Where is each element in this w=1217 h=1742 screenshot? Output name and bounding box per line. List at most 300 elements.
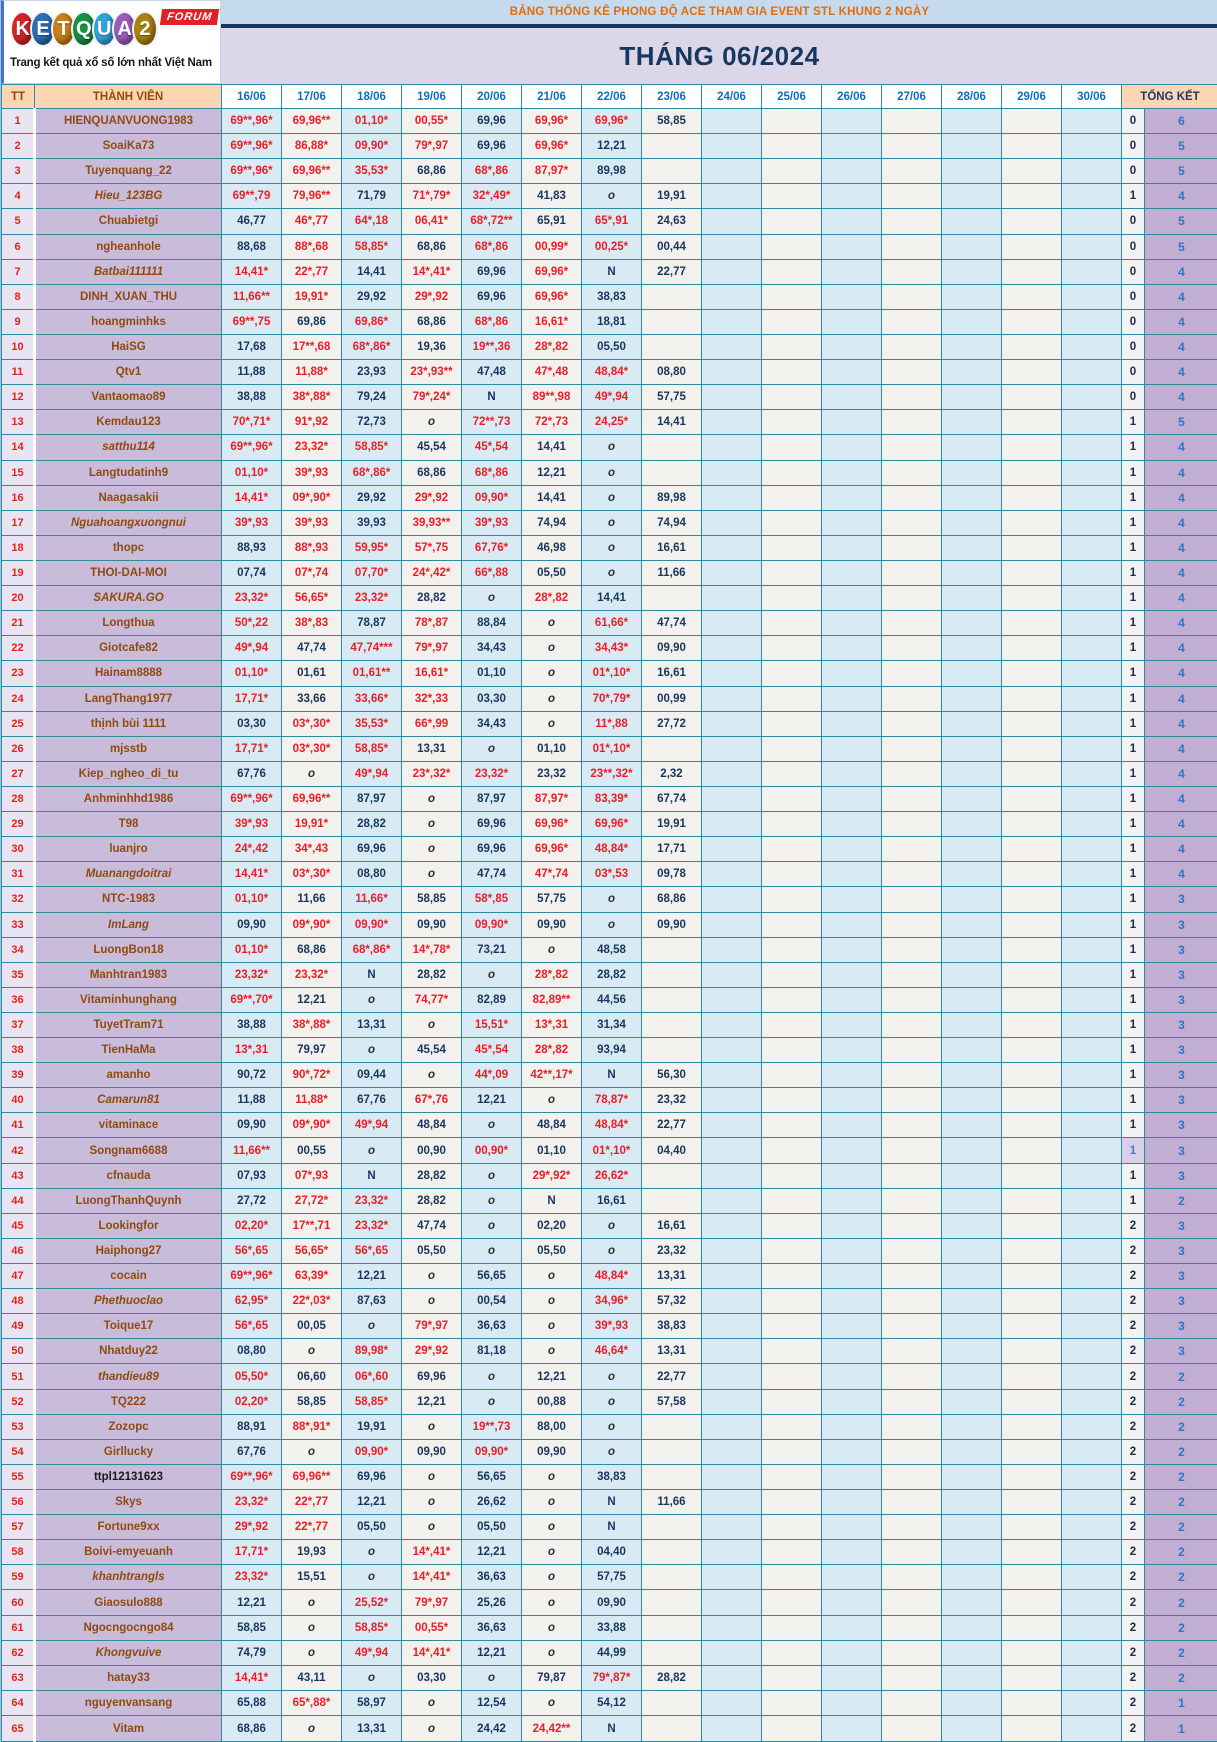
value-cell: 64*,18 — [342, 209, 402, 234]
value-cell — [882, 1113, 942, 1138]
tt-cell: 43 — [2, 1163, 35, 1188]
table-row — [2, 912, 1217, 937]
value-cell: 34,43 — [462, 711, 522, 736]
summary-count-cell: 2 — [1122, 1515, 1145, 1540]
value-cell: 15,51* — [462, 1012, 522, 1037]
value-cell: 58,85* — [342, 1389, 402, 1414]
value-cell: o — [582, 184, 642, 209]
value-cell — [642, 1540, 702, 1565]
tt-cell: 65 — [2, 1716, 35, 1742]
value-cell — [1002, 1213, 1062, 1238]
value-cell — [702, 1439, 762, 1464]
value-cell — [1002, 1439, 1062, 1464]
value-cell — [1062, 837, 1122, 862]
value-cell: 17,71* — [222, 736, 282, 761]
value-cell — [822, 1615, 882, 1640]
logo-letter: A — [112, 11, 137, 47]
value-cell: 69,96* — [522, 284, 582, 309]
value-cell — [882, 1565, 942, 1590]
value-cell: 17**,68 — [282, 334, 342, 359]
value-cell: 65*,88* — [282, 1690, 342, 1715]
value-cell — [1002, 1590, 1062, 1615]
value-cell: 00,25* — [582, 234, 642, 259]
summary-total-cell: 3 — [1145, 912, 1217, 937]
value-cell: 49*,94 — [342, 761, 402, 786]
value-cell — [762, 1063, 822, 1088]
value-cell: 00,55 — [282, 1138, 342, 1163]
value-cell — [1062, 209, 1122, 234]
value-cell: 90*,72* — [282, 1063, 342, 1088]
value-cell — [1002, 184, 1062, 209]
table-row — [2, 761, 1217, 786]
value-cell: 89,98 — [582, 159, 642, 184]
value-cell: 50*,22 — [222, 611, 282, 636]
value-cell: 12,21 — [462, 1640, 522, 1665]
value-cell — [882, 1464, 942, 1489]
value-cell: 11,66 — [282, 887, 342, 912]
value-cell — [702, 510, 762, 535]
value-cell: 09*,90* — [282, 1113, 342, 1138]
value-cell — [942, 184, 1002, 209]
value-cell: 39*,93 — [462, 510, 522, 535]
value-cell: 01,10 — [522, 736, 582, 761]
value-cell — [942, 385, 1002, 410]
value-cell — [1002, 761, 1062, 786]
tt-cell: 30 — [2, 837, 35, 862]
value-cell — [762, 259, 822, 284]
value-cell: 39*,93 — [222, 812, 282, 837]
value-cell — [1062, 1690, 1122, 1715]
table-row — [2, 1490, 1217, 1515]
summary-count-cell: 1 — [1122, 786, 1145, 811]
value-cell: 49*,94 — [222, 636, 282, 661]
value-cell: 79*,97 — [402, 134, 462, 159]
value-cell: 13,31 — [342, 1716, 402, 1742]
value-cell — [882, 1716, 942, 1742]
value-cell: 34,43 — [462, 636, 522, 661]
value-cell: 24*,42 — [222, 837, 282, 862]
member-name-cell: Boivi-emyeuanh — [35, 1540, 222, 1565]
value-cell: 79*,87* — [582, 1665, 642, 1690]
table-row — [2, 385, 1217, 410]
summary-count-cell: 1 — [1122, 410, 1145, 435]
summary-count-cell: 1 — [1122, 1012, 1145, 1037]
table-row — [2, 485, 1217, 510]
value-cell: 67*,76 — [402, 1088, 462, 1113]
value-cell: o — [342, 1314, 402, 1339]
value-cell — [642, 736, 702, 761]
value-cell — [822, 937, 882, 962]
value-cell: 47,48 — [462, 360, 522, 385]
member-name-cell: Tuyenquang_22 — [35, 159, 222, 184]
value-cell — [942, 636, 1002, 661]
value-cell: 41,83 — [522, 184, 582, 209]
value-cell — [1062, 887, 1122, 912]
value-cell — [1002, 309, 1062, 334]
value-cell: 11,66 — [642, 1490, 702, 1515]
value-cell — [1002, 1565, 1062, 1590]
value-cell — [1002, 837, 1062, 862]
summary-count-cell: 1 — [1122, 837, 1145, 862]
value-cell — [1002, 1640, 1062, 1665]
summary-total-cell: 4 — [1145, 510, 1217, 535]
value-cell — [762, 109, 822, 134]
value-cell: 01,61** — [342, 661, 402, 686]
value-cell — [702, 1565, 762, 1590]
value-cell — [702, 862, 762, 887]
tt-cell: 59 — [2, 1565, 35, 1590]
value-cell: 16,61* — [522, 309, 582, 334]
value-cell: 39,93 — [342, 510, 402, 535]
tt-cell: 11 — [2, 360, 35, 385]
table-row — [2, 887, 1217, 912]
member-name-cell: THOI-DAI-MOI — [35, 560, 222, 585]
value-cell — [702, 184, 762, 209]
value-cell: 29*,92 — [402, 485, 462, 510]
value-cell — [942, 586, 1002, 611]
value-cell: o — [582, 535, 642, 560]
value-cell: 01,10* — [222, 460, 282, 485]
value-cell: 28,82 — [642, 1665, 702, 1690]
value-cell: 23,32* — [282, 435, 342, 460]
value-cell — [822, 560, 882, 585]
summary-total-cell: 5 — [1145, 134, 1217, 159]
event-banner-text: BẢNG THỐNG KÊ PHONG ĐỘ ACE THAM GIA EVENT STL KHUNG 2 NGÀY — [509, 6, 930, 18]
date-header-cell: 19/06 — [402, 85, 462, 109]
value-cell — [702, 1088, 762, 1113]
value-cell: 16,61* — [402, 661, 462, 686]
value-cell: o — [402, 1716, 462, 1742]
value-cell — [702, 334, 762, 359]
member-name-cell: Vantaomao89 — [35, 385, 222, 410]
value-cell — [822, 1314, 882, 1339]
value-cell — [882, 535, 942, 560]
value-cell: N — [582, 1716, 642, 1742]
table-row — [2, 360, 1217, 385]
value-cell — [822, 259, 882, 284]
value-cell: o — [402, 410, 462, 435]
value-cell — [882, 1389, 942, 1414]
value-cell: 01,10* — [222, 661, 282, 686]
value-cell: o — [582, 460, 642, 485]
summary-total-cell: 3 — [1145, 1088, 1217, 1113]
value-cell — [942, 1640, 1002, 1665]
value-cell: 09,90 — [582, 1590, 642, 1615]
member-name-cell: TQ222 — [35, 1389, 222, 1414]
value-cell — [1062, 1414, 1122, 1439]
value-cell — [1002, 360, 1062, 385]
value-cell: o — [402, 1012, 462, 1037]
value-cell: 22,77 — [642, 1113, 702, 1138]
value-cell: 23,32* — [342, 586, 402, 611]
value-cell: 19,91* — [282, 812, 342, 837]
value-cell — [762, 560, 822, 585]
summary-count-cell: 1 — [1122, 686, 1145, 711]
value-cell — [702, 611, 762, 636]
table-row — [2, 510, 1217, 535]
member-name-cell: Giaosulo888 — [35, 1590, 222, 1615]
value-cell — [762, 510, 822, 535]
value-cell: 69,96** — [282, 109, 342, 134]
value-cell — [762, 209, 822, 234]
tt-cell: 24 — [2, 686, 35, 711]
value-cell: 47,74 — [642, 611, 702, 636]
value-cell: o — [462, 1389, 522, 1414]
value-cell — [642, 1615, 702, 1640]
tt-cell: 9 — [2, 309, 35, 334]
value-cell: 26,62 — [462, 1490, 522, 1515]
summary-total-cell: 4 — [1145, 711, 1217, 736]
value-cell: 00,05 — [282, 1314, 342, 1339]
value-cell: 78*,87 — [402, 611, 462, 636]
value-cell — [702, 1364, 762, 1389]
value-cell — [762, 360, 822, 385]
value-cell: 68*,86* — [342, 334, 402, 359]
tt-cell: 53 — [2, 1414, 35, 1439]
value-cell: 67,76 — [222, 1439, 282, 1464]
summary-total-cell: 2 — [1145, 1565, 1217, 1590]
value-cell: 09,90 — [642, 912, 702, 937]
value-cell — [702, 535, 762, 560]
table-row — [2, 1063, 1217, 1088]
value-cell: o — [342, 1565, 402, 1590]
value-cell: 69**,96* — [222, 134, 282, 159]
value-cell — [762, 1163, 822, 1188]
value-cell — [762, 1389, 822, 1414]
summary-count-cell: 1 — [1122, 586, 1145, 611]
summary-total-cell: 4 — [1145, 535, 1217, 560]
value-cell: o — [402, 1515, 462, 1540]
summary-count-cell: 0 — [1122, 334, 1145, 359]
value-cell: 61,66* — [582, 611, 642, 636]
value-cell: 04,40 — [582, 1540, 642, 1565]
value-cell: 22*,77 — [282, 1490, 342, 1515]
value-cell — [882, 761, 942, 786]
value-cell — [1062, 1389, 1122, 1414]
value-cell: 58,85 — [642, 109, 702, 134]
value-cell — [642, 987, 702, 1012]
tt-cell: 33 — [2, 912, 35, 937]
value-cell — [882, 1289, 942, 1314]
summary-total-cell: 2 — [1145, 1439, 1217, 1464]
value-cell — [762, 812, 822, 837]
value-cell: 23,32* — [222, 586, 282, 611]
member-name-cell: satthu114 — [35, 435, 222, 460]
summary-count-cell: 2 — [1122, 1640, 1145, 1665]
value-cell: 16,61 — [642, 1213, 702, 1238]
summary-count-cell: 1 — [1122, 661, 1145, 686]
value-cell: 14,41* — [222, 1665, 282, 1690]
value-cell: 74,77* — [402, 987, 462, 1012]
value-cell — [882, 134, 942, 159]
value-cell: 00,55* — [402, 1615, 462, 1640]
value-cell — [882, 912, 942, 937]
summary-count-cell: 2 — [1122, 1665, 1145, 1690]
summary-count-cell: 2 — [1122, 1590, 1145, 1615]
date-header-cell: 28/06 — [942, 85, 1002, 109]
value-cell — [1002, 912, 1062, 937]
value-cell: o — [522, 1264, 582, 1289]
value-cell — [882, 1314, 942, 1339]
value-cell — [1002, 1665, 1062, 1690]
table-row — [2, 711, 1217, 736]
value-cell — [642, 1565, 702, 1590]
value-cell: 12,21 — [462, 1088, 522, 1113]
value-cell — [882, 1364, 942, 1389]
value-cell — [1002, 1540, 1062, 1565]
value-cell: 79*,97 — [402, 636, 462, 661]
summary-count-cell: 2 — [1122, 1716, 1145, 1742]
value-cell: 38*,88* — [282, 1012, 342, 1037]
tt-cell: 62 — [2, 1640, 35, 1665]
value-cell — [1002, 159, 1062, 184]
value-cell — [762, 535, 822, 560]
summary-total-cell: 5 — [1145, 410, 1217, 435]
value-cell — [822, 1063, 882, 1088]
value-cell — [942, 460, 1002, 485]
value-cell — [942, 560, 1002, 585]
summary-count-cell: 2 — [1122, 1540, 1145, 1565]
value-cell: 42**,17* — [522, 1063, 582, 1088]
value-cell: o — [522, 636, 582, 661]
value-cell — [822, 837, 882, 862]
value-cell — [942, 510, 1002, 535]
value-cell — [1062, 761, 1122, 786]
value-cell — [1062, 334, 1122, 359]
value-cell — [1062, 1640, 1122, 1665]
value-cell: o — [522, 1615, 582, 1640]
value-cell — [882, 1138, 942, 1163]
value-cell: 11,66 — [642, 560, 702, 585]
value-cell — [942, 1138, 1002, 1163]
value-cell: 14,41* — [222, 485, 282, 510]
value-cell: 27,72 — [222, 1188, 282, 1213]
value-cell: 19,91 — [342, 1414, 402, 1439]
value-cell: 45,54 — [402, 1038, 462, 1063]
value-cell: 34*,43 — [282, 837, 342, 862]
value-cell: 79*,97 — [402, 1314, 462, 1339]
member-name-cell: LuongThanhQuynh — [35, 1188, 222, 1213]
value-cell — [702, 586, 762, 611]
member-name-cell: hatay33 — [35, 1665, 222, 1690]
summary-count-cell: 1 — [1122, 184, 1145, 209]
value-cell — [882, 360, 942, 385]
summary-total-cell: 3 — [1145, 1138, 1217, 1163]
value-cell: 24,25* — [582, 410, 642, 435]
value-cell — [822, 1012, 882, 1037]
value-cell: o — [402, 862, 462, 887]
value-cell: 57,58 — [642, 1389, 702, 1414]
table-row — [2, 1238, 1217, 1263]
value-cell: 65,91 — [522, 209, 582, 234]
value-cell — [942, 334, 1002, 359]
value-cell — [1062, 1314, 1122, 1339]
value-cell: o — [522, 1289, 582, 1314]
value-cell: 82,89** — [522, 987, 582, 1012]
tt-cell: 60 — [2, 1590, 35, 1615]
table-row — [2, 1038, 1217, 1063]
value-cell: 28*,82 — [522, 334, 582, 359]
value-cell: 23,93 — [342, 360, 402, 385]
value-cell — [942, 686, 1002, 711]
value-cell: 14,41* — [222, 862, 282, 887]
value-cell: o — [462, 1188, 522, 1213]
value-cell: 24*,42* — [402, 560, 462, 585]
value-cell — [1002, 1063, 1062, 1088]
value-cell — [822, 334, 882, 359]
member-name-cell: Haiphong27 — [35, 1238, 222, 1263]
summary-count-cell: 1 — [1122, 435, 1145, 460]
value-cell — [942, 360, 1002, 385]
summary-count-cell: 2 — [1122, 1314, 1145, 1339]
summary-count-cell: 2 — [1122, 1264, 1145, 1289]
member-name-cell: SAKURA.GO — [35, 586, 222, 611]
summary-total-cell: 3 — [1145, 1213, 1217, 1238]
value-cell — [822, 410, 882, 435]
value-cell — [1062, 987, 1122, 1012]
table-row — [2, 1414, 1217, 1439]
value-cell: 11,88* — [282, 360, 342, 385]
value-cell — [942, 862, 1002, 887]
summary-total-cell: 2 — [1145, 1590, 1217, 1615]
value-cell — [702, 1716, 762, 1742]
value-cell: 02,20* — [222, 1389, 282, 1414]
table-row — [2, 1138, 1217, 1163]
value-cell — [822, 1088, 882, 1113]
value-cell — [882, 1515, 942, 1540]
value-cell — [762, 1038, 822, 1063]
summary-count-cell: 1 — [1122, 1088, 1145, 1113]
summary-count-cell: 0 — [1122, 259, 1145, 284]
value-cell — [1062, 1339, 1122, 1364]
value-cell — [942, 1716, 1002, 1742]
value-cell: 66*,88 — [462, 560, 522, 585]
value-cell: 72*,73 — [522, 410, 582, 435]
value-cell — [762, 1213, 822, 1238]
value-cell — [702, 259, 762, 284]
value-cell: 04,40 — [642, 1138, 702, 1163]
member-name-cell: Hieu_123BG — [35, 184, 222, 209]
table-row — [2, 309, 1217, 334]
tt-cell: 31 — [2, 862, 35, 887]
member-name-cell: thopc — [35, 535, 222, 560]
forum-badge: FORUM — [160, 9, 220, 25]
summary-total-cell: 2 — [1145, 1615, 1217, 1640]
member-name-cell: khanhtrangls — [35, 1565, 222, 1590]
member-name-cell: Kiep_ngheo_di_tu — [35, 761, 222, 786]
value-cell — [702, 1515, 762, 1540]
value-cell: 11*,88 — [582, 711, 642, 736]
value-cell: o — [522, 1640, 582, 1665]
value-cell — [822, 1515, 882, 1540]
value-cell: 24,42 — [462, 1716, 522, 1742]
value-cell: 69,96* — [582, 812, 642, 837]
date-header-cell: 25/06 — [762, 85, 822, 109]
tt-cell: 50 — [2, 1339, 35, 1364]
value-cell — [642, 435, 702, 460]
member-name-cell: TienHaMa — [35, 1038, 222, 1063]
value-cell — [642, 1439, 702, 1464]
value-cell — [762, 1414, 822, 1439]
value-cell: 38,83 — [642, 1314, 702, 1339]
date-header-cell: 30/06 — [1062, 85, 1122, 109]
value-cell — [642, 937, 702, 962]
summary-count-cell: 1 — [1122, 711, 1145, 736]
value-cell: 68,86 — [402, 234, 462, 259]
value-cell: 58,85 — [282, 1389, 342, 1414]
event-banner — [221, 0, 1217, 28]
value-cell — [882, 887, 942, 912]
